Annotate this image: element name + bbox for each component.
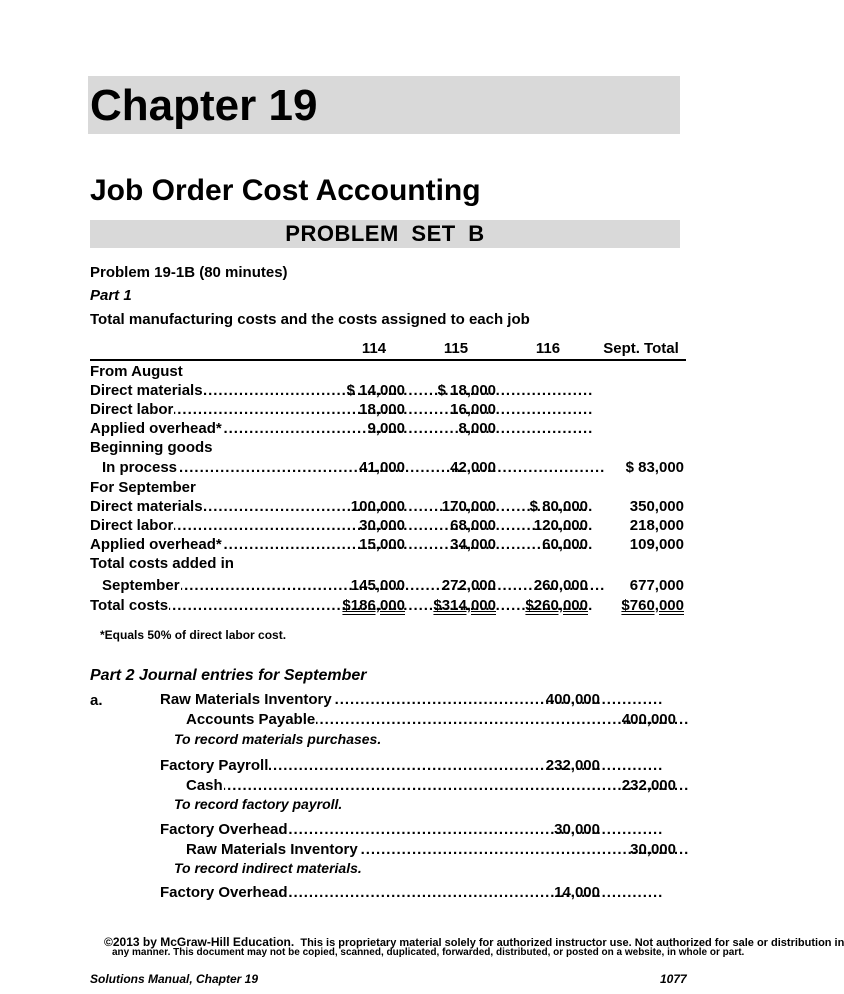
problem-set-heading: PROBLEM SET B (285, 221, 485, 246)
row-label-total-costs: Total costs . . . (90, 596, 323, 615)
row-label-sep-direct-materials: Direct materials . . . (90, 497, 323, 516)
cell-total-sep-oh: 109,000 (629, 536, 684, 553)
cell-114-added: 145,000 (350, 577, 405, 594)
cell-115-aug-oh: 8,000 (458, 420, 496, 437)
cell-116-added: 260,000 (533, 577, 588, 594)
column-header-114: 114 (361, 340, 387, 357)
cell-114-bwip: 41,000 (359, 459, 405, 476)
cell-114-total: $186,000 (342, 597, 405, 614)
cell-114-aug-oh: 9,000 (367, 420, 405, 437)
cell-total-sep-dm: 350,000 (629, 498, 684, 515)
journal-credit-amount: 232,000 (621, 777, 676, 794)
row-label-for-september: For September (90, 479, 196, 496)
column-header-sept-total: Sept. Total (603, 340, 679, 357)
cell-114-sep-oh: 15,000 (359, 536, 405, 553)
copyright-line-2: any manner. This document may not be copied, scanned, duplicated, forwarded, distributed, or posted on a website, in whole or part. (112, 947, 745, 958)
main-title: Job Order Cost Accounting (90, 174, 481, 207)
column-header-115: 115 (443, 340, 469, 357)
cell-115-added: 272,000 (441, 577, 496, 594)
journal-letter: a. (90, 692, 103, 709)
copyright-notice: This is proprietary material solely for authorized instructor use. Not authorized for sale or distribution in (300, 937, 844, 949)
row-label-aug-applied-overhead: Applied overhead* . . . (90, 419, 323, 438)
row-label-total-costs-added: Total costs added in (90, 555, 234, 572)
cell-115-sep-dm: 170,000 (441, 498, 496, 515)
row-label-september: September . . . (102, 576, 323, 595)
cell-115-sep-oh: 34,000 (450, 536, 496, 553)
page-number: 1077 (660, 972, 687, 986)
cell-115-total: $314,000 (433, 597, 496, 614)
part1-heading: Part 1 (90, 287, 132, 304)
cell-115-bwip: 42,000 (450, 459, 496, 476)
chapter-title: Chapter 19 (90, 81, 318, 130)
cell-total-total: $760,000 (621, 597, 684, 614)
journal-credit-line: Cash . . . (186, 776, 526, 796)
cell-total-bwip: $ 83,000 (625, 459, 684, 476)
row-label-sep-direct-labor: Direct labor . . . (90, 516, 323, 535)
table-title: Total manufacturing costs and the costs assigned to each job (90, 311, 530, 328)
cell-114-sep-dm: 100,000 (350, 498, 405, 515)
row-label-sep-applied-overhead: Applied overhead* . . . (90, 535, 323, 554)
cell-116-sep-dm: $ 80,000 (529, 498, 588, 515)
journal-memo: To record factory payroll. (174, 796, 343, 812)
journal-debit-amount: 14,000 (554, 884, 600, 901)
row-label-in-process: In process . . . (102, 458, 323, 477)
table-top-rule (90, 359, 686, 361)
cell-114-aug-dm: $ 14,000 (346, 382, 405, 399)
problem-heading: Problem 19-1B (80 minutes) (90, 264, 288, 281)
part2-heading: Part 2 Journal entries for September (90, 667, 367, 684)
journal-debit-line: Factory Overhead . . . (160, 820, 526, 840)
copyright-holder: ©2013 by McGraw-Hill Education. (104, 935, 295, 949)
column-header-116: 116 (535, 340, 561, 357)
cell-115-sep-dl: 68,000 (450, 517, 496, 534)
cell-114-sep-dl: 30,000 (359, 517, 405, 534)
cell-total-sep-dl: 218,000 (629, 517, 684, 534)
journal-debit-amount: 232,000 (545, 757, 600, 774)
journal-debit-amount: 30,000 (554, 821, 600, 838)
journal-debit-amount: 400,000 (545, 691, 600, 708)
cell-total-added: 677,000 (629, 577, 684, 594)
journal-memo: To record materials purchases. (174, 731, 382, 747)
row-label-from-august: From August (90, 363, 183, 380)
journal-credit-amount: 400,000 (621, 711, 676, 728)
journal-debit-line: Raw Materials Inventory . . . (160, 690, 526, 710)
cell-116-sep-oh: 60,000 (542, 536, 588, 553)
journal-credit-line: Accounts Payable . . . (186, 710, 526, 730)
journal-debit-line: Factory Payroll . . . (160, 756, 526, 776)
journal-credit-line: Raw Materials Inventory . . . (186, 840, 526, 860)
row-label-aug-direct-materials: Direct materials . . . (90, 381, 323, 400)
journal-debit-line: Factory Overhead . . . (160, 883, 526, 903)
cell-116-sep-dl: 120,000 (533, 517, 588, 534)
row-label-aug-direct-labor: Direct labor . . . (90, 400, 323, 419)
journal-memo: To record indirect materials. (174, 860, 362, 876)
cell-115-aug-dm: $ 18,000 (437, 382, 496, 399)
table-footnote: *Equals 50% of direct labor cost. (100, 628, 287, 642)
journal-credit-amount: 30,000 (630, 841, 676, 858)
row-label-beginning-goods: Beginning goods (90, 439, 213, 456)
cell-114-aug-dl: 18,000 (359, 401, 405, 418)
footer-source: Solutions Manual, Chapter 19 (90, 972, 259, 986)
cell-115-aug-dl: 16,000 (450, 401, 496, 418)
cell-116-total: $260,000 (525, 597, 588, 614)
